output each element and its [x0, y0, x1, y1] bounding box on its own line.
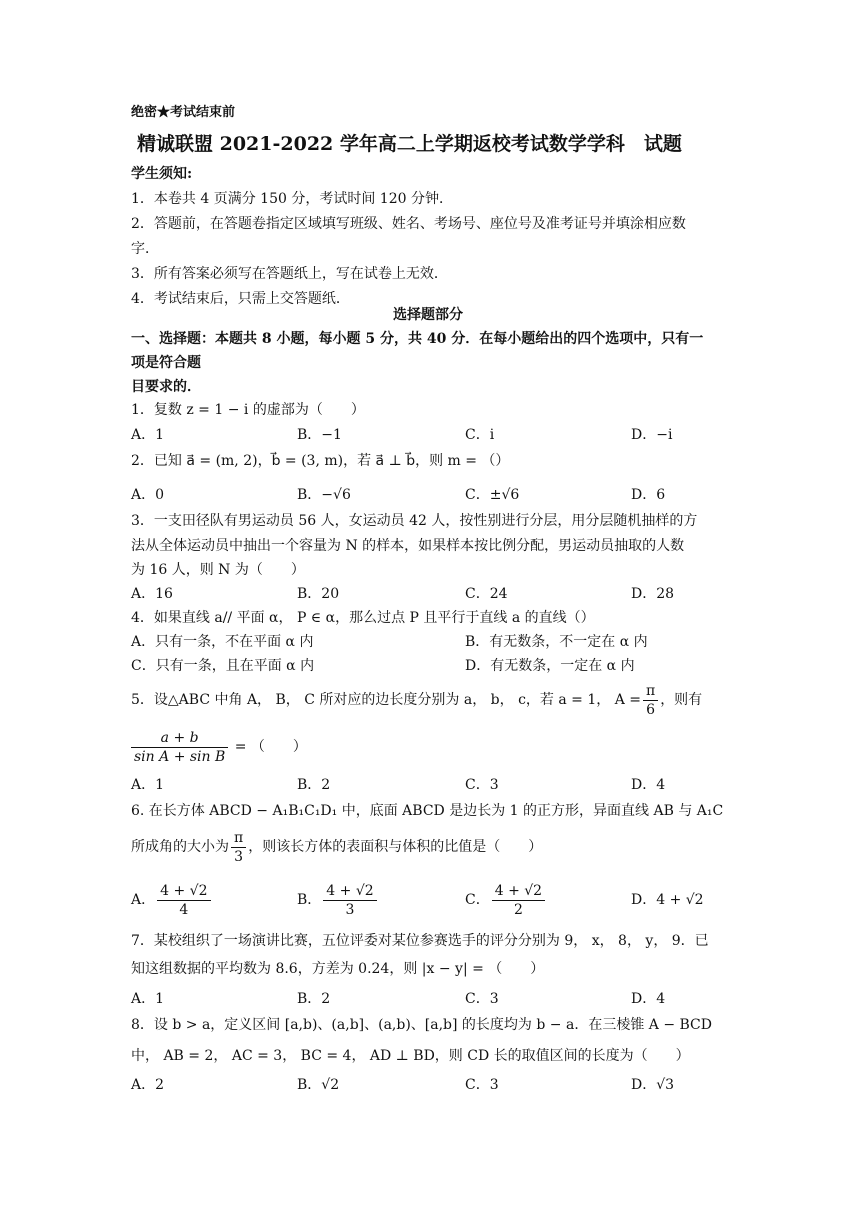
- q5-stem-tail: ，则有: [660, 692, 703, 708]
- q5-expression-numerator: a + b: [131, 729, 228, 748]
- confidential-label: 绝密★考试结束前: [131, 105, 236, 120]
- note-3: 3．所有答案必须写在答题纸上，写在试卷上无效．: [131, 266, 448, 282]
- section-intro-cont: 项是符合题: [131, 355, 201, 371]
- q5-option-a: A．1: [131, 777, 165, 793]
- question-4-options-row-1: [131, 633, 731, 651]
- question-5-stem: [131, 681, 702, 719]
- notes-heading: 学生须知:: [131, 166, 193, 182]
- question-3-line-1: 3．一支田径队有男运动员 56 人，女运动员 42 人，按性别进行分层，用分层随机抽样的方: [131, 513, 698, 529]
- question-1-stem: 1．复数 z = 1 − i 的虚部为（ ）: [131, 402, 365, 418]
- q6-option-b-label: B．: [297, 892, 322, 908]
- q3-option-c: C．24: [465, 586, 508, 602]
- question-2-options: [131, 486, 731, 504]
- question-6-line-2: [131, 828, 542, 866]
- question-3-options: [131, 585, 731, 603]
- section-title: 选择题部分: [393, 307, 463, 323]
- q5-angle-fraction: [643, 682, 658, 719]
- question-7-line-1: 7．某校组织了一场演讲比赛，五位评委对某位参赛选手的评分分别为 9， x， 8， y， 9．已: [131, 933, 709, 949]
- q6-option-c-label: C．: [465, 892, 490, 908]
- q2-option-b: B．−√6: [297, 487, 351, 503]
- q4-option-d: D．有无数条，一定在 α 内: [465, 658, 635, 674]
- question-7-options: [131, 990, 731, 1008]
- q6-option-b-fraction: [323, 882, 376, 919]
- q5-angle-numerator: π: [643, 682, 658, 701]
- q6-option-b-numerator: 4 + √2: [323, 882, 376, 901]
- question-2-stem: 2．已知 a⃗ = (m, 2)，b⃗ = (3, m)，若 a⃗ ⊥ b⃗，则 m = （）: [131, 453, 510, 469]
- q5-expression-tail: = （ ）: [230, 739, 307, 755]
- q6-option-c: [465, 880, 547, 920]
- q6-option-a-label: A．: [131, 892, 156, 908]
- note-4: 4．考试结束后，只需上交答题纸．: [131, 291, 350, 307]
- q7-option-a: A．1: [131, 991, 165, 1007]
- q4-option-c: C．只有一条，且在平面 α 内: [131, 658, 315, 674]
- question-3-line-2: 法从全体运动员中抽出一个容量为 N 的样本，如果样本按比例分配，男运动员抽取的人数: [131, 538, 685, 554]
- section-intro-cont-2: 目要求的．: [131, 379, 201, 395]
- question-4-stem: 4．如果直线 a// 平面 α， P ∈ α，那么过点 P 且平行于直线 a 的直线（）: [131, 610, 595, 626]
- q5-option-b: B．2: [297, 777, 331, 793]
- q6-option-c-numerator: 4 + √2: [492, 882, 545, 901]
- q6-line-2-text: 所成角的大小为: [131, 839, 229, 855]
- question-6-line-1: 6. 在长方体 ABCD − A₁B₁C₁D₁ 中，底面 ABCD 是边长为 1 的正方形，异面直线 AB 与 A₁C: [131, 803, 724, 819]
- q5-option-c: C．3: [465, 777, 499, 793]
- question-5-options: [131, 776, 731, 794]
- q1-option-b: B．−1: [297, 427, 342, 443]
- q6-line-2-tail: ，则该长方体的表面积与体积的比值是（ ）: [248, 839, 543, 855]
- q2-option-a: A．0: [131, 487, 165, 503]
- q6-option-b-denominator: 3: [345, 901, 355, 918]
- q6-option-b: [297, 880, 379, 920]
- q6-option-c-denominator: 2: [513, 901, 523, 918]
- q6-option-a-numerator: 4 + √2: [157, 882, 210, 901]
- note-2: 2．答题前，在答题卷指定区域填写班级、姓名、考场号、座位号及准考证号并填涂相应数: [131, 216, 686, 232]
- q3-option-a: A．16: [131, 586, 173, 602]
- q7-option-b: B．2: [297, 991, 331, 1007]
- q1-option-c: C．i: [465, 427, 495, 443]
- question-3-line-3: 为 16 人，则 N 为（ ）: [131, 562, 305, 578]
- question-8-line-1: 8．设 b > a，定义区间 [a,b)、(a,b]、(a,b)、[a,b] 的长度均为 b − a．在三棱锥 A − BCD: [131, 1017, 712, 1033]
- q5-expression-fraction: [131, 729, 228, 766]
- q5-expression-denominator: sin A + sin B: [134, 748, 226, 765]
- q6-option-d: D．4 + √2: [631, 892, 704, 908]
- q5-option-d: D．4: [631, 777, 666, 793]
- q8-option-b: B．√2: [297, 1077, 340, 1093]
- question-8-options: [131, 1076, 731, 1094]
- q6-option-c-fraction: [492, 882, 545, 919]
- q3-option-b: B．20: [297, 586, 340, 602]
- question-1-options: [131, 426, 731, 444]
- q6-angle-fraction: [231, 829, 246, 866]
- q5-angle-denominator: 6: [646, 701, 656, 718]
- q5-stem-text: 5．设△ABC 中角 A， B， C 所对应的边长度分别为 a， b， c，若 a = 1， A =: [131, 692, 641, 708]
- question-6-options: [131, 880, 731, 920]
- q4-option-a: A．只有一条，不在平面 α 内: [131, 634, 314, 650]
- q1-option-a: A．1: [131, 427, 165, 443]
- q3-option-d: D．28: [631, 586, 675, 602]
- q6-option-a-fraction: [157, 882, 210, 919]
- question-4-options-row-2: [131, 657, 731, 675]
- q6-angle-denominator: 3: [234, 848, 244, 865]
- q8-option-d: D．√3: [631, 1077, 675, 1093]
- exam-title: 精诚联盟 2021-2022 学年高二上学期返校考试数学学科 试题: [137, 133, 682, 155]
- q2-option-c: C．±√6: [465, 487, 520, 503]
- q7-option-c: C．3: [465, 991, 499, 1007]
- question-8-line-2: 中， AB = 2， AC = 3， BC = 4， AD ⊥ BD，则 CD 长的取值区间的长度为（ ）: [131, 1048, 690, 1064]
- q2-option-d: D．6: [631, 487, 666, 503]
- q6-option-a-denominator: 4: [179, 901, 189, 918]
- q1-option-d: D．−i: [631, 427, 673, 443]
- note-2-cont: 字．: [131, 241, 159, 257]
- section-intro: 一、选择题：本题共 8 小题，每小题 5 分，共 40 分．在每小题给出的四个选项中，只有一: [131, 331, 704, 347]
- note-1: 1．本卷共 4 页满分 150 分，考试时间 120 分钟．: [131, 191, 453, 207]
- q6-option-a: [131, 880, 213, 920]
- q8-option-c: C．3: [465, 1077, 499, 1093]
- q4-option-b: B．有无数条，不一定在 α 内: [465, 634, 648, 650]
- question-5-expression: [131, 728, 307, 766]
- question-7-line-2: 知这组数据的平均数为 8.6，方差为 0.24，则 |x − y| = （ ）: [131, 961, 545, 977]
- q6-angle-numerator: π: [231, 829, 246, 848]
- q7-option-d: D．4: [631, 991, 666, 1007]
- q8-option-a: A．2: [131, 1077, 165, 1093]
